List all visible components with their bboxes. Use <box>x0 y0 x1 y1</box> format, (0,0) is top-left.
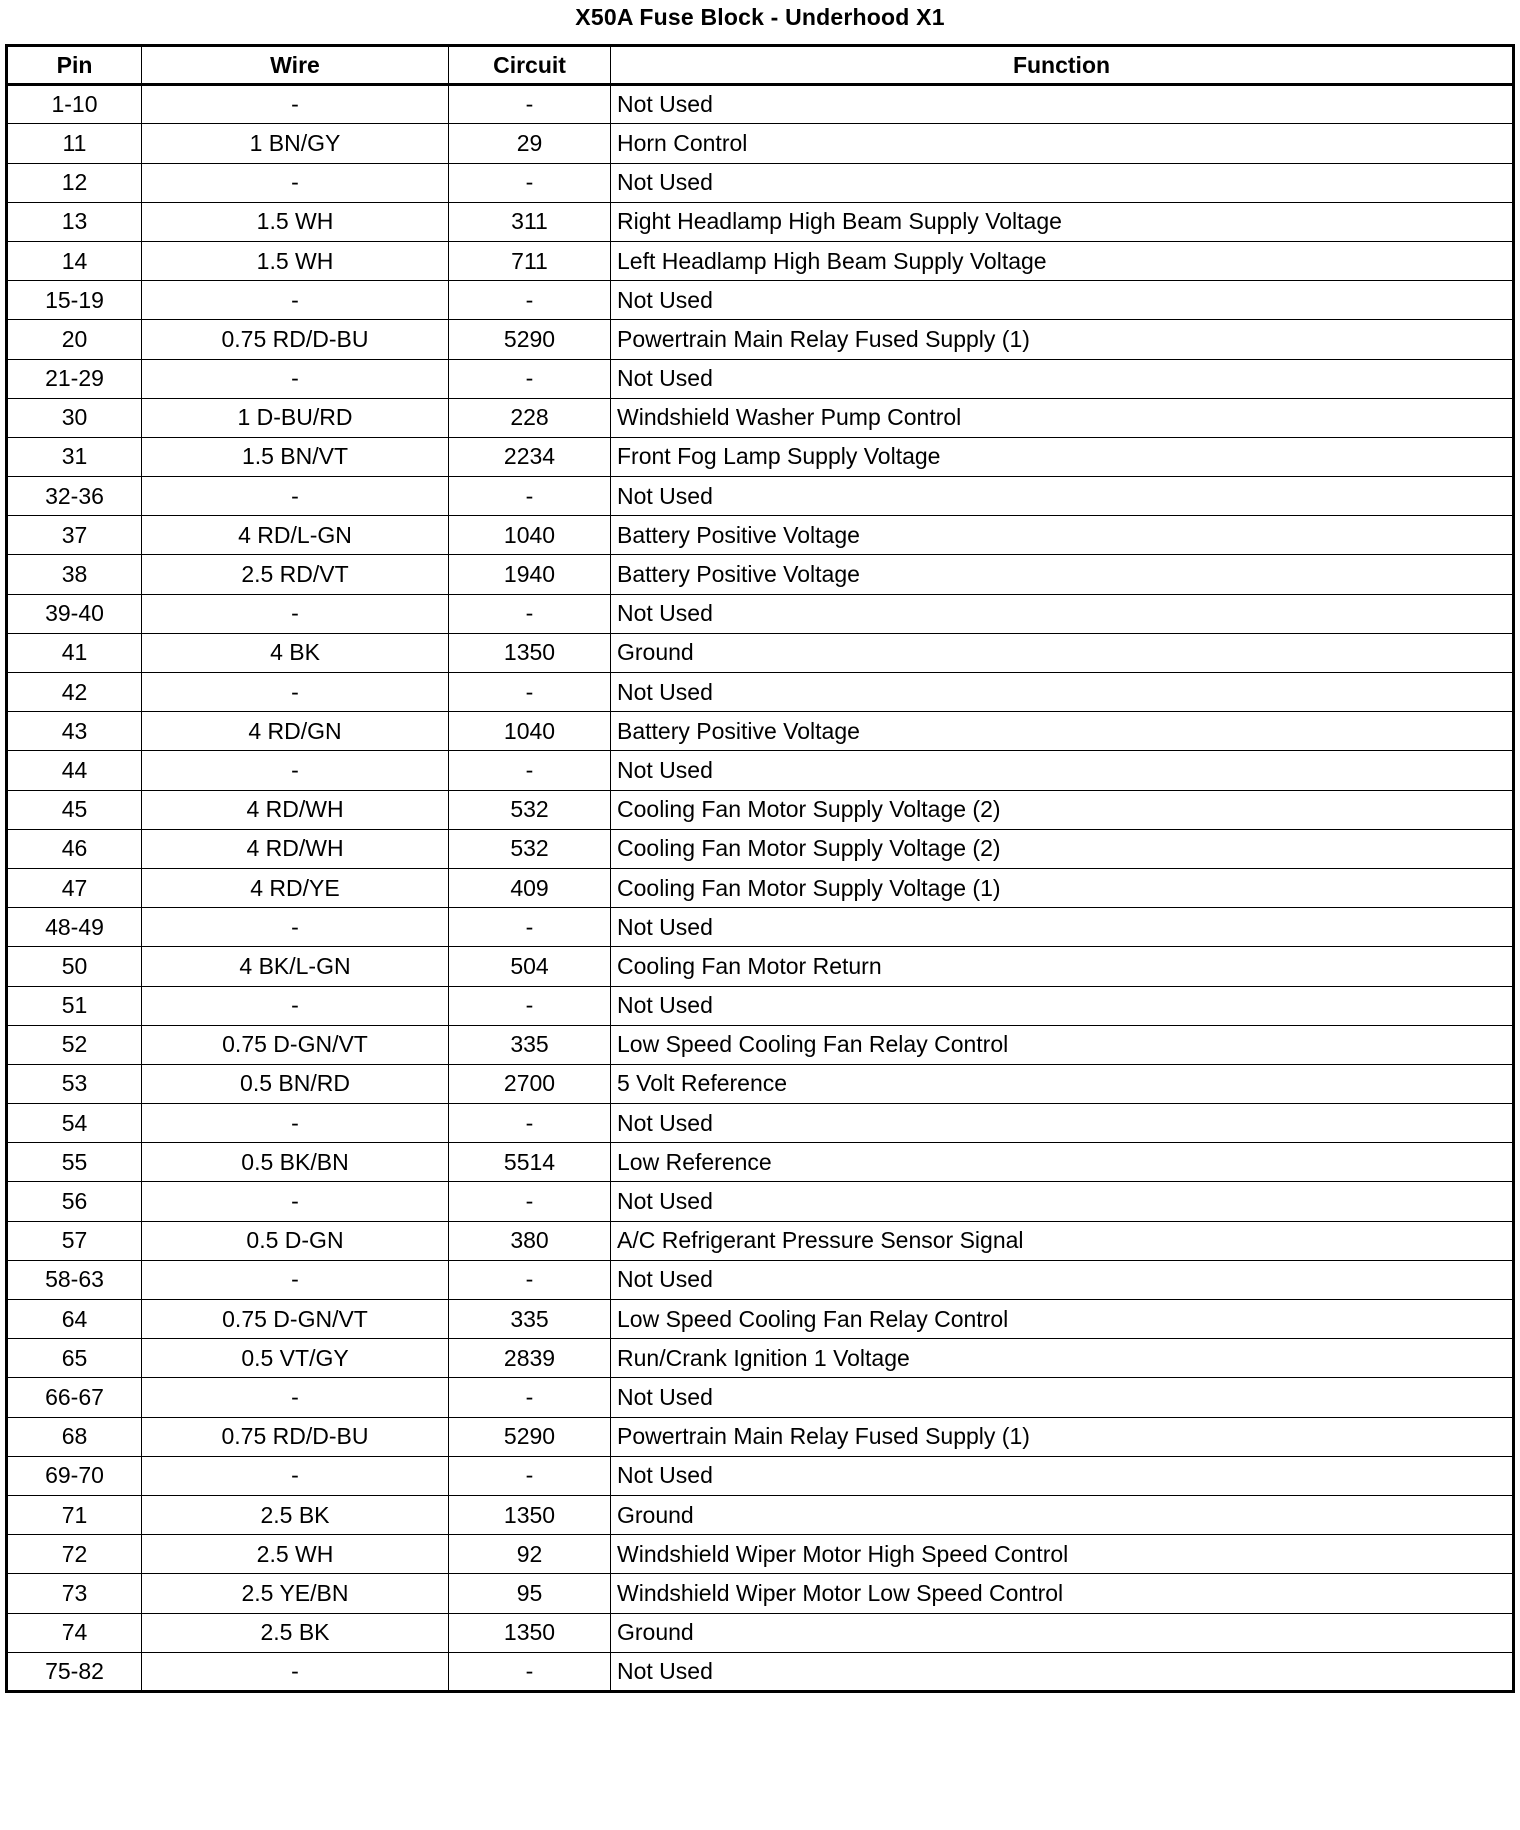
pin-cell: 56 <box>7 1182 142 1221</box>
table-row <box>7 712 1514 751</box>
table-row <box>7 1182 1514 1221</box>
function-cell: Right Headlamp High Beam Supply Voltage <box>611 202 1514 241</box>
wire-cell: 0.75 D-GN/VT <box>142 1025 449 1064</box>
table-row <box>7 947 1514 986</box>
wire-cell: - <box>142 1260 449 1299</box>
function-cell: Not Used <box>611 281 1514 320</box>
circuit-cell: 5290 <box>449 320 611 359</box>
wire-cell: 4 BK/L-GN <box>142 947 449 986</box>
function-cell: Low Speed Cooling Fan Relay Control <box>611 1025 1514 1064</box>
pin-cell: 46 <box>7 829 142 868</box>
table-row <box>7 633 1514 672</box>
function-cell: Not Used <box>611 163 1514 202</box>
wire-cell: 4 RD/GN <box>142 712 449 751</box>
wire-cell: - <box>142 751 449 790</box>
wire-cell: 2.5 BK <box>142 1613 449 1652</box>
table-row <box>7 359 1514 398</box>
function-cell: Horn Control <box>611 124 1514 163</box>
page-title: X50A Fuse Block - Underhood X1 <box>575 4 945 30</box>
wire-cell: - <box>142 594 449 633</box>
pin-cell: 74 <box>7 1613 142 1652</box>
circuit-cell: - <box>449 986 611 1025</box>
table-row <box>7 437 1514 476</box>
table-row <box>7 281 1514 320</box>
table-row <box>7 163 1514 202</box>
table-row <box>7 202 1514 241</box>
pin-cell: 13 <box>7 202 142 241</box>
function-cell: Cooling Fan Motor Supply Voltage (2) <box>611 790 1514 829</box>
pin-cell: 44 <box>7 751 142 790</box>
table-row <box>7 398 1514 437</box>
wire-cell: - <box>142 1378 449 1417</box>
function-cell: Windshield Washer Pump Control <box>611 398 1514 437</box>
function-cell: Not Used <box>611 1456 1514 1495</box>
pin-cell: 58-63 <box>7 1260 142 1299</box>
function-cell: Not Used <box>611 85 1514 124</box>
wire-cell: 0.5 BK/BN <box>142 1143 449 1182</box>
pin-cell: 73 <box>7 1574 142 1613</box>
header-row <box>7 46 1514 85</box>
table-row <box>7 1143 1514 1182</box>
function-cell: Left Headlamp High Beam Supply Voltage <box>611 241 1514 280</box>
table-row <box>7 1260 1514 1299</box>
pin-cell: 15-19 <box>7 281 142 320</box>
wire-cell: - <box>142 1182 449 1221</box>
function-cell: Not Used <box>611 751 1514 790</box>
circuit-cell: - <box>449 359 611 398</box>
wire-cell: 2.5 RD/VT <box>142 555 449 594</box>
function-cell: Not Used <box>611 594 1514 633</box>
table-row <box>7 320 1514 359</box>
circuit-cell: - <box>449 594 611 633</box>
circuit-cell: 1940 <box>449 555 611 594</box>
column-header-circuit: Circuit <box>449 46 611 85</box>
table-row <box>7 85 1514 124</box>
pin-cell: 42 <box>7 673 142 712</box>
circuit-cell: - <box>449 163 611 202</box>
wire-cell: 1.5 BN/VT <box>142 437 449 476</box>
table-row <box>7 986 1514 1025</box>
table-row <box>7 1025 1514 1064</box>
function-cell: Ground <box>611 633 1514 672</box>
wire-cell: 1.5 WH <box>142 202 449 241</box>
pin-cell: 68 <box>7 1417 142 1456</box>
circuit-cell: 29 <box>449 124 611 163</box>
table-row <box>7 1456 1514 1495</box>
pin-cell: 47 <box>7 868 142 907</box>
wire-cell: - <box>142 281 449 320</box>
pin-cell: 41 <box>7 633 142 672</box>
function-cell: Windshield Wiper Motor High Speed Control <box>611 1535 1514 1574</box>
circuit-cell: 532 <box>449 829 611 868</box>
wire-cell: 4 RD/L-GN <box>142 516 449 555</box>
function-cell: 5 Volt Reference <box>611 1064 1514 1103</box>
wire-cell: - <box>142 163 449 202</box>
circuit-cell: 92 <box>449 1535 611 1574</box>
wire-cell: 4 RD/WH <box>142 790 449 829</box>
pin-cell: 21-29 <box>7 359 142 398</box>
wire-cell: 0.5 VT/GY <box>142 1339 449 1378</box>
pin-cell: 38 <box>7 555 142 594</box>
column-header-function: Function <box>611 46 1514 85</box>
wire-cell: 4 RD/WH <box>142 829 449 868</box>
table-body <box>7 85 1514 1692</box>
function-cell: Low Reference <box>611 1143 1514 1182</box>
function-cell: Cooling Fan Motor Return <box>611 947 1514 986</box>
function-cell: Not Used <box>611 1260 1514 1299</box>
circuit-cell: 5290 <box>449 1417 611 1456</box>
table-row <box>7 1221 1514 1260</box>
wire-cell: 1 D-BU/RD <box>142 398 449 437</box>
pin-cell: 30 <box>7 398 142 437</box>
function-cell: Front Fog Lamp Supply Voltage <box>611 437 1514 476</box>
circuit-cell: 380 <box>449 1221 611 1260</box>
table-row <box>7 1104 1514 1143</box>
wire-cell: - <box>142 85 449 124</box>
wire-cell: 1.5 WH <box>142 241 449 280</box>
wire-cell: 4 BK <box>142 633 449 672</box>
pin-cell: 11 <box>7 124 142 163</box>
pin-cell: 39-40 <box>7 594 142 633</box>
circuit-cell: 711 <box>449 241 611 280</box>
pin-cell: 48-49 <box>7 908 142 947</box>
circuit-cell: 2700 <box>449 1064 611 1103</box>
wire-cell: 2.5 WH <box>142 1535 449 1574</box>
table-row <box>7 124 1514 163</box>
table-row <box>7 516 1514 555</box>
table-row <box>7 1300 1514 1339</box>
wire-cell: - <box>142 986 449 1025</box>
function-cell: Not Used <box>611 1104 1514 1143</box>
function-cell: Battery Positive Voltage <box>611 555 1514 594</box>
function-cell: Cooling Fan Motor Supply Voltage (1) <box>611 868 1514 907</box>
pin-cell: 1-10 <box>7 85 142 124</box>
circuit-cell: 335 <box>449 1300 611 1339</box>
function-cell: Not Used <box>611 908 1514 947</box>
function-cell: Ground <box>611 1495 1514 1534</box>
table-row <box>7 1378 1514 1417</box>
circuit-cell: 504 <box>449 947 611 986</box>
pin-cell: 20 <box>7 320 142 359</box>
pin-cell: 72 <box>7 1535 142 1574</box>
function-cell: Cooling Fan Motor Supply Voltage (2) <box>611 829 1514 868</box>
wire-cell: - <box>142 359 449 398</box>
table-row <box>7 751 1514 790</box>
circuit-cell: - <box>449 477 611 516</box>
wire-cell: 0.75 RD/D-BU <box>142 1417 449 1456</box>
wire-cell: - <box>142 1652 449 1691</box>
pin-cell: 51 <box>7 986 142 1025</box>
circuit-cell: - <box>449 1182 611 1221</box>
circuit-cell: - <box>449 1652 611 1691</box>
function-cell: A/C Refrigerant Pressure Sensor Signal <box>611 1221 1514 1260</box>
table-row <box>7 868 1514 907</box>
function-cell: Powertrain Main Relay Fused Supply (1) <box>611 1417 1514 1456</box>
circuit-cell: - <box>449 1104 611 1143</box>
function-cell: Not Used <box>611 359 1514 398</box>
table-row <box>7 1574 1514 1613</box>
pin-cell: 64 <box>7 1300 142 1339</box>
pin-cell: 75-82 <box>7 1652 142 1691</box>
circuit-cell: - <box>449 673 611 712</box>
function-cell: Not Used <box>611 1652 1514 1691</box>
circuit-cell: - <box>449 1378 611 1417</box>
wire-cell: - <box>142 908 449 947</box>
function-cell: Ground <box>611 1613 1514 1652</box>
wire-cell: 4 RD/YE <box>142 868 449 907</box>
function-cell: Battery Positive Voltage <box>611 712 1514 751</box>
table-row <box>7 829 1514 868</box>
function-cell: Not Used <box>611 986 1514 1025</box>
column-header-pin: Pin <box>7 46 142 85</box>
function-cell: Low Speed Cooling Fan Relay Control <box>611 1300 1514 1339</box>
wire-cell: 0.75 D-GN/VT <box>142 1300 449 1339</box>
table-row <box>7 555 1514 594</box>
circuit-cell: 409 <box>449 868 611 907</box>
table-row <box>7 1613 1514 1652</box>
function-cell: Windshield Wiper Motor Low Speed Control <box>611 1574 1514 1613</box>
wire-cell: - <box>142 1104 449 1143</box>
wire-cell: - <box>142 673 449 712</box>
pin-cell: 12 <box>7 163 142 202</box>
wire-cell: 2.5 BK <box>142 1495 449 1534</box>
circuit-cell: 1040 <box>449 516 611 555</box>
pin-cell: 57 <box>7 1221 142 1260</box>
pin-cell: 65 <box>7 1339 142 1378</box>
pin-cell: 69-70 <box>7 1456 142 1495</box>
function-cell: Not Used <box>611 1182 1514 1221</box>
function-cell: Battery Positive Voltage <box>611 516 1514 555</box>
table-row <box>7 1417 1514 1456</box>
circuit-cell: 1350 <box>449 1613 611 1652</box>
circuit-cell: 532 <box>449 790 611 829</box>
function-cell: Not Used <box>611 477 1514 516</box>
circuit-cell: - <box>449 85 611 124</box>
circuit-cell: 335 <box>449 1025 611 1064</box>
circuit-cell: - <box>449 1260 611 1299</box>
wire-cell: 0.5 D-GN <box>142 1221 449 1260</box>
table-row <box>7 1064 1514 1103</box>
wire-cell: 1 BN/GY <box>142 124 449 163</box>
circuit-cell: 95 <box>449 1574 611 1613</box>
function-cell: Powertrain Main Relay Fused Supply (1) <box>611 320 1514 359</box>
table-row <box>7 1339 1514 1378</box>
circuit-cell: 2234 <box>449 437 611 476</box>
table-row <box>7 673 1514 712</box>
pin-cell: 50 <box>7 947 142 986</box>
pin-cell: 54 <box>7 1104 142 1143</box>
circuit-cell: 5514 <box>449 1143 611 1182</box>
table-header <box>7 46 1514 85</box>
table-row <box>7 594 1514 633</box>
wire-cell: 0.75 RD/D-BU <box>142 320 449 359</box>
circuit-cell: - <box>449 281 611 320</box>
pin-cell: 31 <box>7 437 142 476</box>
pin-cell: 71 <box>7 1495 142 1534</box>
wire-cell: 2.5 YE/BN <box>142 1574 449 1613</box>
circuit-cell: 2839 <box>449 1339 611 1378</box>
table-row <box>7 908 1514 947</box>
pin-cell: 55 <box>7 1143 142 1182</box>
circuit-cell: 1040 <box>449 712 611 751</box>
pin-cell: 14 <box>7 241 142 280</box>
table-row <box>7 790 1514 829</box>
wire-cell: 0.5 BN/RD <box>142 1064 449 1103</box>
function-cell: Not Used <box>611 1378 1514 1417</box>
wire-cell: - <box>142 477 449 516</box>
pin-cell: 52 <box>7 1025 142 1064</box>
pin-cell: 32-36 <box>7 477 142 516</box>
table-row <box>7 1495 1514 1534</box>
pin-cell: 53 <box>7 1064 142 1103</box>
circuit-cell: 311 <box>449 202 611 241</box>
table-row <box>7 477 1514 516</box>
pin-cell: 66-67 <box>7 1378 142 1417</box>
circuit-cell: 1350 <box>449 1495 611 1534</box>
wire-cell: - <box>142 1456 449 1495</box>
circuit-cell: - <box>449 908 611 947</box>
circuit-cell: - <box>449 1456 611 1495</box>
table-row <box>7 241 1514 280</box>
table-row <box>7 1535 1514 1574</box>
column-header-wire: Wire <box>142 46 449 85</box>
function-cell: Run/Crank Ignition 1 Voltage <box>611 1339 1514 1378</box>
circuit-cell: - <box>449 751 611 790</box>
pin-cell: 37 <box>7 516 142 555</box>
connector-pin-table <box>5 44 1515 1693</box>
pin-cell: 45 <box>7 790 142 829</box>
pin-cell: 43 <box>7 712 142 751</box>
function-cell: Not Used <box>611 673 1514 712</box>
table-row <box>7 1652 1514 1691</box>
circuit-cell: 1350 <box>449 633 611 672</box>
circuit-cell: 228 <box>449 398 611 437</box>
